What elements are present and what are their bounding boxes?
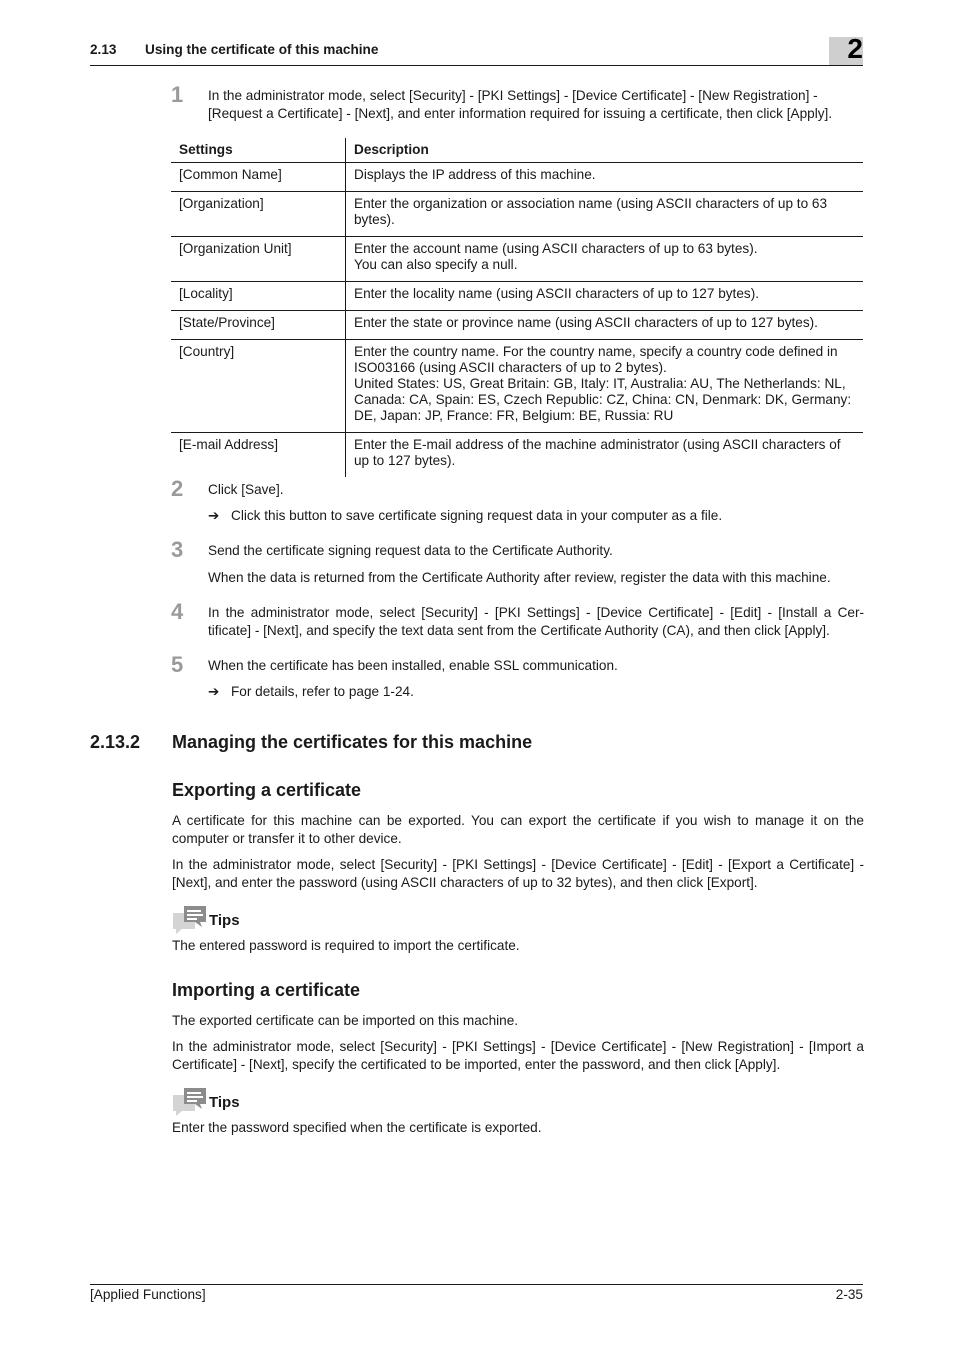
- footer-divider: [90, 1284, 863, 1285]
- description-line: Enter the account name (using ASCII characters of up to 63 bytes).: [354, 241, 758, 256]
- table-row: [171, 311, 863, 340]
- table-row: [171, 433, 863, 478]
- step-number: 4: [171, 599, 184, 624]
- section-number: 2.13.2: [90, 732, 141, 752]
- description-line: United States: US, Great Britain: GB, Italy: IT, Australia: AU, The Netherlands: NL, Canada: CA, Spain: ES, Czech Republic: CZ, China: CN, Denmark: DK, Germany: DE, Japan: JP, France: FR, Belgium: BE, Russia: RU: [354, 376, 852, 423]
- description-line: Enter the organization or association name (using ASCII characters of up to 63 bytes).: [354, 196, 828, 227]
- step-result: [208, 507, 722, 525]
- arrow-icon: ➔: [208, 684, 220, 699]
- setting-description: [346, 192, 864, 237]
- setting-description: [346, 237, 864, 282]
- step-number: 2: [171, 476, 184, 501]
- description-line: Enter the country name. For the country name, specify a country code defined in ISO03166 (using ASCII characters of up to 2 bytes).: [354, 344, 838, 375]
- export-tips-text: The entered password is required to import the certificate.: [172, 938, 520, 953]
- step-note: When the data is returned from the Certificate Authority after review, register the data with this machine.: [208, 570, 831, 585]
- table-row: [171, 340, 863, 433]
- page-number: 2-35: [835, 1287, 863, 1302]
- setting-description: [346, 433, 864, 478]
- column-header-settings: Settings: [171, 138, 346, 163]
- step-text: In the administrator mode, select [Security] - [PKI Settings] - [Device Certificate] - [Edit] - [Install a Cer-tificate] - [Next], and specify the text data sent from the Certificate Authority (CA), and then click [Apply].: [208, 605, 864, 638]
- setting-name: [Organization Unit]: [171, 237, 346, 282]
- step-text: Click [Save].: [208, 482, 284, 497]
- tips-icon: [172, 904, 208, 934]
- tips-label: Tips: [209, 912, 240, 929]
- export-paragraph-1: A certificate for this machine can be exported. You can export the certificate if you wish to manage it on the computer or transfer it to other device.: [172, 813, 864, 846]
- step-text: In the administrator mode, select [Security] - [PKI Settings] - [Device Certificate] - [New Registration] - [Request a Certificate] - [Next], and enter information required for issuing a certificate, then click [Apply].: [208, 88, 833, 121]
- description-line: You can also specify a null.: [354, 257, 518, 272]
- footer-manual-name: [Applied Functions]: [90, 1287, 206, 1302]
- header-section-number: 2.13: [90, 42, 117, 57]
- section-title: Managing the certificates for this machine: [172, 732, 533, 752]
- description-line: Displays the IP address of this machine.: [354, 167, 596, 182]
- step-result-text: Click this button to save certificate signing request data in your computer as a file.: [231, 508, 723, 523]
- import-paragraph-2: In the administrator mode, select [Security] - [PKI Settings] - [Device Certificate] - [New Registration] - [Import a Certificate] - [Next], specify the certificated to be imported, enter the password, and then click [Apply].: [172, 1039, 864, 1072]
- step-number: 5: [171, 652, 184, 677]
- export-heading: Exporting a certificate: [172, 780, 362, 800]
- header-divider: [90, 65, 863, 66]
- setting-name: [Common Name]: [171, 163, 346, 192]
- setting-description: [346, 311, 864, 340]
- setting-description: [346, 282, 864, 311]
- settings-table: [171, 138, 863, 477]
- table-row: [171, 237, 863, 282]
- table-header-row: [171, 138, 863, 163]
- setting-name: [E-mail Address]: [171, 433, 346, 478]
- import-heading: Importing a certificate: [172, 980, 361, 1000]
- header-section-title: Using the certificate of this machine: [145, 42, 379, 57]
- step-text: Send the certificate signing request data to the Certificate Authority.: [208, 543, 613, 558]
- description-line: Enter the E-mail address of the machine administrator (using ASCII characters of up to 127 bytes).: [354, 437, 841, 468]
- table-row: [171, 282, 863, 311]
- description-line: Enter the locality name (using ASCII characters of up to 127 bytes).: [354, 286, 759, 301]
- setting-description: [346, 340, 864, 433]
- import-tips-text: Enter the password specified when the certificate is exported.: [172, 1120, 542, 1135]
- export-paragraph-2: In the administrator mode, select [Security] - [PKI Settings] - [Device Certificate] - [Edit] - [Export a Certificate] - [Next], and enter the password (using ASCII characters of up to 32 bytes), and then click [Export].: [172, 857, 864, 890]
- setting-name: [Locality]: [171, 282, 346, 311]
- step-result-text: For details, refer to page 1-24.: [231, 684, 414, 699]
- setting-name: [State/Province]: [171, 311, 346, 340]
- chapter-number: 2: [847, 33, 863, 64]
- arrow-icon: ➔: [208, 508, 220, 523]
- step-number: 1: [171, 82, 184, 107]
- setting-name: [Country]: [171, 340, 346, 433]
- step-result: [208, 683, 414, 701]
- import-paragraph-1: The exported certificate can be imported on this machine.: [172, 1013, 519, 1028]
- tips-label: Tips: [209, 1094, 240, 1111]
- step-number: 3: [171, 537, 184, 562]
- table-row: [171, 192, 863, 237]
- setting-name: [Organization]: [171, 192, 346, 237]
- column-header-description: Description: [346, 138, 864, 163]
- step-text: When the certificate has been installed, enable SSL communication.: [208, 658, 618, 673]
- table-row: [171, 163, 863, 192]
- setting-description: [346, 163, 864, 192]
- running-header: [90, 42, 378, 57]
- tips-icon: [172, 1086, 208, 1116]
- section-heading: [90, 732, 532, 753]
- description-line: Enter the state or province name (using ASCII characters of up to 127 bytes).: [354, 315, 818, 330]
